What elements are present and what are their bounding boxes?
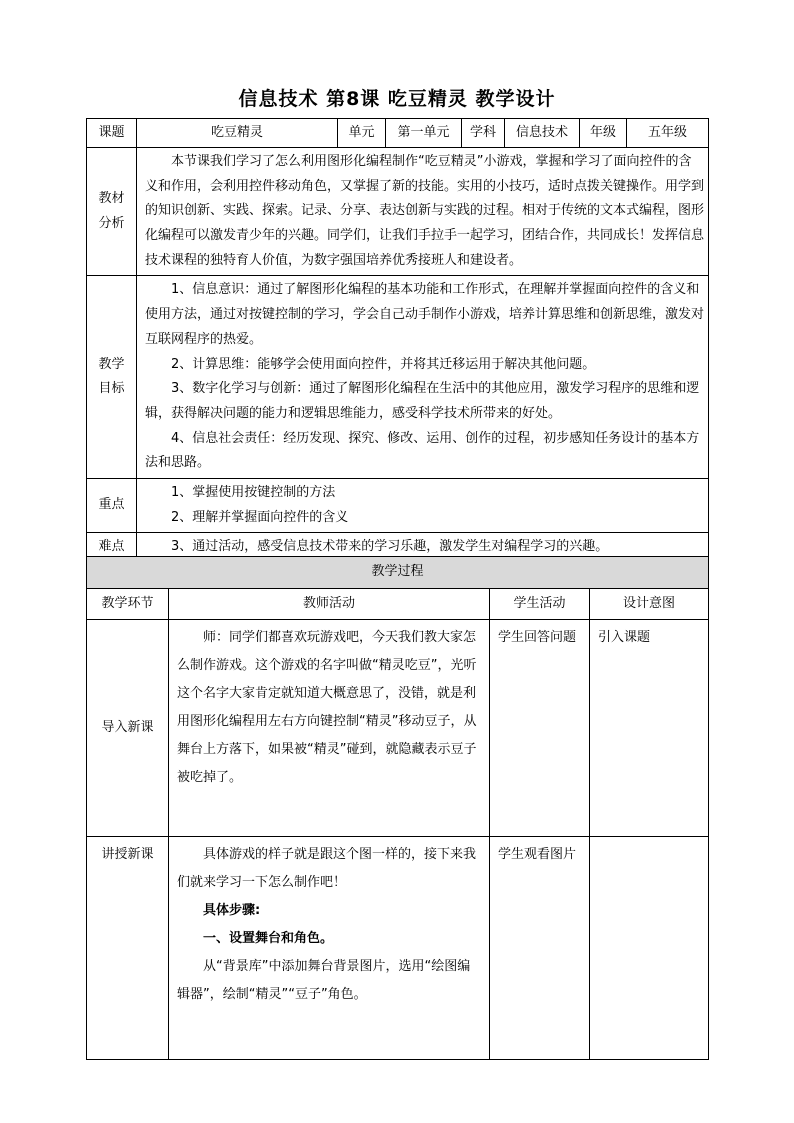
difficulty-text: 3、通过活动，感受信息技术带来的学习乐趣，激发学生对编程学习的兴趣。 — [171, 539, 609, 555]
process-title-row — [87, 557, 709, 589]
col-header-teacher: 教师活动 — [169, 589, 490, 620]
goals-label-line-2: 目标 — [98, 381, 125, 397]
subject-value: 信息技术 — [505, 119, 580, 148]
analysis-label — [87, 148, 137, 276]
unit-value: 第一单元 — [386, 119, 462, 148]
unit-label: 单元 — [338, 119, 386, 148]
student-activity-cell: 学生观看图片 — [490, 837, 590, 1060]
teacher-activity-text: 具体游戏的样子就是跟这个图一样的，接下来我们就来学习一下怎么制作吧！ — [177, 847, 477, 890]
teacher-activity-cell — [169, 620, 490, 837]
grade-value: 五年级 — [627, 119, 709, 148]
goals-label-line-1: 教学 — [98, 356, 125, 372]
col-header-intent: 设计意图 — [590, 589, 709, 620]
goal-item: 3、数字化学习与创新：通过了解图形化编程在生活中的其他应用，激发学习程序的思维和逻辑，获得解决问题的能力和逻辑思维能力，感受科学技术所带来的好处。 — [145, 381, 700, 421]
steps-heading: 具体步骤: — [203, 902, 261, 918]
teacher-activity-text: 从“背景库”中添加舞台背景图片，选用“绘图编辑器”，绘制“精灵”“豆子”角色。 — [177, 958, 471, 1002]
analysis-cell — [137, 148, 709, 276]
col-header-student: 学生活动 — [490, 589, 590, 620]
goal-item: 4、信息社会责任：经历发现、探究、修改、运用、创作的过程，初步感知任务设计的基本方法和思路。 — [145, 430, 700, 471]
teacher-activity-text: 师：同学们都喜欢玩游戏吧，今天我们教大家怎么制作游戏。这个游戏的名字叫做“精灵吃豆”，光听这个名字大家肯定就知道大概意思了，没错，就是利用图形化编程用左右方向键控制“精灵”移动豆子，从舞台上方落下，如果被“精灵”碰到，就隐藏表示豆子被吃掉了。 — [177, 630, 477, 785]
step-title: 一、设置舞台和角色。 — [203, 930, 334, 946]
grade-label: 年级 — [580, 119, 627, 148]
process-header-row — [87, 589, 709, 620]
goals-row — [87, 276, 709, 479]
analysis-label-line-2: 分析 — [98, 215, 125, 231]
key-point-item: 1、掌握使用按键控制的方法 — [171, 484, 336, 500]
key-point-item: 2、理解并掌握面向控件的含义 — [171, 509, 349, 525]
teaching-process-table — [86, 556, 709, 1060]
process-section-title: 教学过程 — [87, 557, 709, 589]
header-row — [87, 119, 709, 148]
analysis-label-line-1: 教材 — [98, 191, 125, 207]
stage-cell: 讲授新课 — [87, 837, 169, 1060]
subject-label: 学科 — [462, 119, 505, 148]
table-row — [87, 837, 709, 1060]
goals-label — [87, 276, 137, 479]
student-activity-cell: 学生回答问题 — [490, 620, 590, 837]
table-row — [87, 620, 709, 837]
goal-item: 1、信息意识：通过了解图形化编程的基本功能和工作形式，在理解并掌握面向控件的含义和使用方法，通过对按键控制的学习，学会自己动手制作小游戏，培养计算思维和创新思维，激发对互联网程序的热爱。 — [145, 282, 705, 347]
col-header-stage: 教学环节 — [87, 589, 169, 620]
teacher-activity-cell — [169, 837, 490, 1060]
analysis-row — [87, 148, 709, 276]
design-intent-cell: 引入课题 — [590, 620, 709, 837]
key-points-row — [87, 478, 709, 532]
difficulty-label: 难点 — [87, 533, 137, 563]
page-title: 信息技术 第8课 吃豆精灵 教学设计 — [238, 88, 556, 110]
goal-item: 2、计算思维：能够学会使用面向控件，并将其迁移运用于解决其他问题。 — [171, 356, 596, 372]
lesson-value: 吃豆精灵 — [137, 119, 338, 148]
stage-cell: 导入新课 — [87, 620, 169, 837]
design-intent-cell — [590, 837, 709, 1060]
analysis-text: 本节课我们学习了怎么利用图形化编程制作“吃豆精灵”小游戏，掌握和学习了面向控件的含义和作用，会利用控件移动角色，又掌握了新的技能。实用的小技巧，适时点拨关键操作。用学到的知识创新、实践、探索。记录、分享、表达创新与实践的过程。相对于传统的文本式编程，图形化编程可以激发青少年的兴趣。同学们，让我们手拉手一起学习，团结合作，共同成长！发挥信息技术课程的独特育人价值，为数字强国培养优秀接班人和建设者。 — [145, 154, 705, 268]
lesson-label: 课题 — [87, 119, 137, 148]
goals-cell — [137, 276, 709, 479]
key-points-label: 重点 — [87, 478, 137, 532]
lesson-info-table — [86, 118, 709, 563]
key-points-cell — [137, 478, 709, 532]
